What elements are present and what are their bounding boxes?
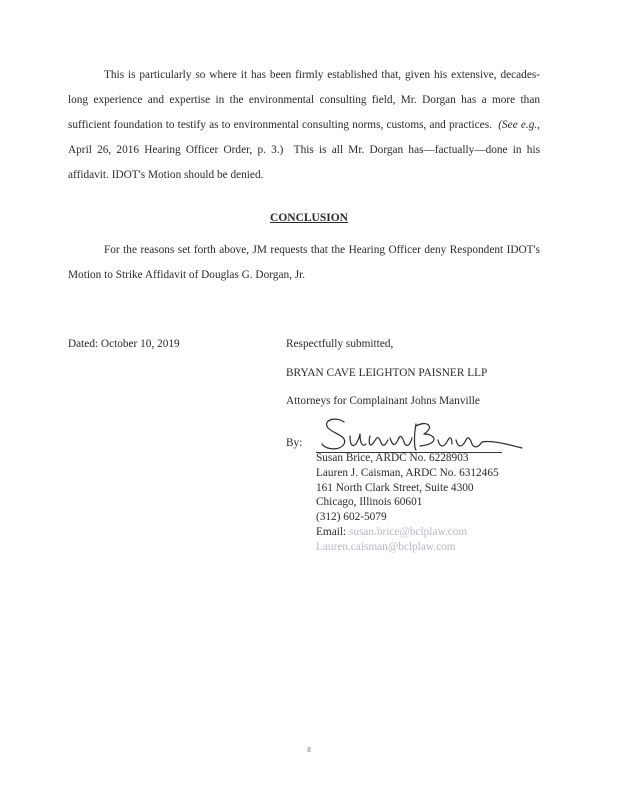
paragraph-text: This is particularly so where it has been firmly established that, given his extensive, decades-long experience and expertise in the environmental consulting field, Mr. Dorgan has a more than sufficient foundation to testify as to environmental consulting norms, customs, and practices.: [68, 69, 540, 131]
email-label: Email:: [316, 525, 347, 538]
conclusion-paragraph: [68, 238, 540, 288]
respectfully-submitted: Respectfully submitted,: [286, 338, 394, 350]
citation-text: April 26, 2016 Hearing Officer Order, p. 3.): [68, 144, 284, 156]
contact-details: [316, 451, 499, 555]
city-state-zip: Chicago, Illinois 60601: [316, 496, 423, 509]
by-label: By:: [286, 437, 303, 449]
paragraph-ending: This is all Mr. Dorgan has—factually—done in his affidavit. IDOT's Motion should be denied.: [68, 144, 540, 181]
law-firm-name: BRYAN CAVE LEIGHTON PAISNER LLP: [286, 367, 488, 379]
street-address: 161 North Clark Street, Suite 4300: [316, 481, 474, 494]
email-link-susan[interactable]: susan.brice@bclplaw.com: [348, 525, 468, 538]
citation-signal: (See e.g.,: [498, 119, 541, 131]
conclusion-heading: CONCLUSION: [270, 212, 348, 224]
conclusion-text: For the reasons set forth above, JM requests that the Hearing Officer deny Respondent IDOT's Motion to Strike Affidavit of Douglas G. Dorgan, Jr.: [68, 244, 540, 281]
date-line: Dated: October 10, 2019: [68, 338, 180, 350]
page-number: 8: [307, 746, 311, 754]
attorneys-for: Attorneys for Complainant Johns Manville: [286, 395, 480, 407]
phone-number: (312) 602-5079: [316, 511, 387, 524]
attorney-name-line: Susan Brice, ARDC No. 6228903: [316, 452, 469, 464]
email-link-lauren[interactable]: Lauren.caisman@bclplaw.com: [316, 540, 456, 553]
email-row: [316, 525, 499, 540]
argument-paragraph: [68, 63, 540, 188]
email-row-2: [316, 540, 499, 555]
attorney-name-line: Lauren J. Caisman, ARDC No. 6312465: [316, 466, 499, 479]
handwritten-signature: [316, 414, 526, 456]
